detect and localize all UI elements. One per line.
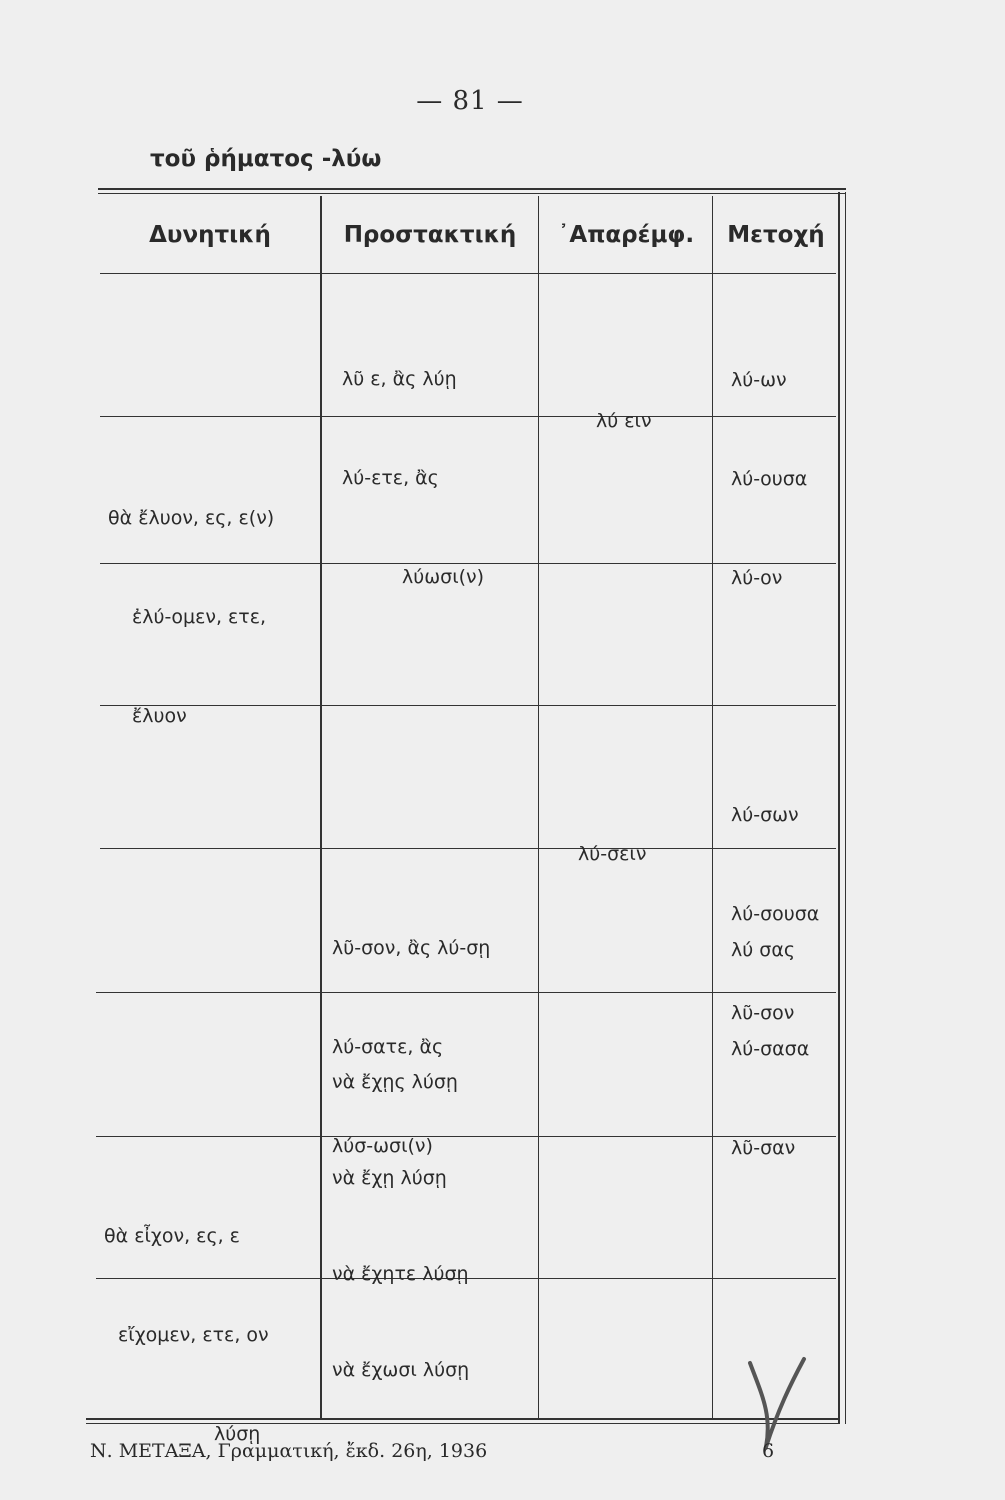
table-cell	[731, 298, 807, 628]
table-cell	[596, 339, 652, 471]
cell-line: νὰ ἔχῃ λύσῃ	[332, 1167, 447, 1189]
column-header-dynitiki: Δυνητική	[149, 222, 271, 248]
cell-line: λύσ-ωσι(ν)	[332, 1135, 433, 1157]
cell-line: νὰ ἔχωσι λύσῃ	[332, 1359, 470, 1381]
column-separator	[320, 196, 322, 1418]
column-separator	[538, 196, 539, 1418]
table-cell	[731, 868, 809, 1198]
table-cell	[342, 297, 484, 627]
page-title: τοῦ ῥήματος -λύω	[150, 146, 382, 172]
table-right-border	[838, 192, 840, 1424]
cell-line: λύ-σουσα	[731, 903, 820, 925]
cell-line: νὰ ἔχῃς λύσῃ	[332, 1071, 458, 1093]
cell-line: λύ-σων	[731, 804, 799, 826]
cell-line: λῦ ε, ἂς λύῃ	[342, 368, 457, 390]
cell-line: λῦ-σον	[731, 1002, 795, 1024]
row-separator	[100, 848, 836, 849]
cell-line: λύ-ων	[731, 369, 787, 391]
cell-line: λύσῃ	[214, 1423, 261, 1445]
cell-line: ἐλύ-ομεν, ετε,	[132, 606, 267, 628]
table-right-border-outer	[845, 192, 846, 1424]
cell-line: λύ-σατε, ἂς	[332, 1036, 444, 1058]
cell-line: λύ-ον	[731, 567, 783, 589]
cell-line: λύ-σασα	[731, 1038, 810, 1060]
cell-line: νὰ ἔχητε λύσῃ	[332, 1263, 469, 1285]
cell-line: λύ ειν	[596, 410, 652, 432]
footer-sheet-number: 6	[762, 1440, 775, 1462]
table-cell	[578, 772, 646, 904]
cell-line: ἔλυον	[132, 705, 187, 727]
table-cell	[332, 1002, 469, 1418]
handwritten-mark	[742, 1355, 812, 1455]
footer-citation: Ν. ΜΕΤΑΞΑ, Γραμματική, ἔκδ. 26η, 1936	[90, 1440, 488, 1462]
cell-line: θὰ ἔλυον, ες, ε(ν)	[108, 507, 275, 529]
page-number: — 81 —	[416, 86, 524, 116]
cell-line: λῦ-σαν	[731, 1137, 796, 1159]
column-separator	[712, 196, 713, 1418]
cell-line: λῦ-σον, ἂς λύ-σῃ	[332, 937, 491, 959]
table-cell	[108, 436, 274, 766]
table-cell	[104, 1154, 269, 1484]
cell-line: λύ-ετε, ἂς	[342, 467, 439, 489]
cell-line: λύ σας	[731, 939, 795, 961]
cell-line: λύωσι(ν)	[402, 566, 485, 588]
column-header-prostaktiki: Προστακτική	[343, 222, 517, 248]
cell-line: λύ-ουσα	[731, 468, 808, 490]
column-header-aparemfato: ᾿Απαρέμφ.	[557, 222, 695, 248]
table-top-rule	[98, 188, 846, 190]
cell-line: θὰ εἶχον, ες, ε	[104, 1225, 240, 1247]
column-header-metochi: Μετοχή	[727, 222, 825, 248]
table-top-rule-inner	[98, 193, 846, 194]
cell-line: λύ-σειν	[578, 843, 647, 865]
cell-line: εἴχομεν, ετε, ον	[118, 1324, 269, 1346]
row-separator	[100, 273, 836, 274]
